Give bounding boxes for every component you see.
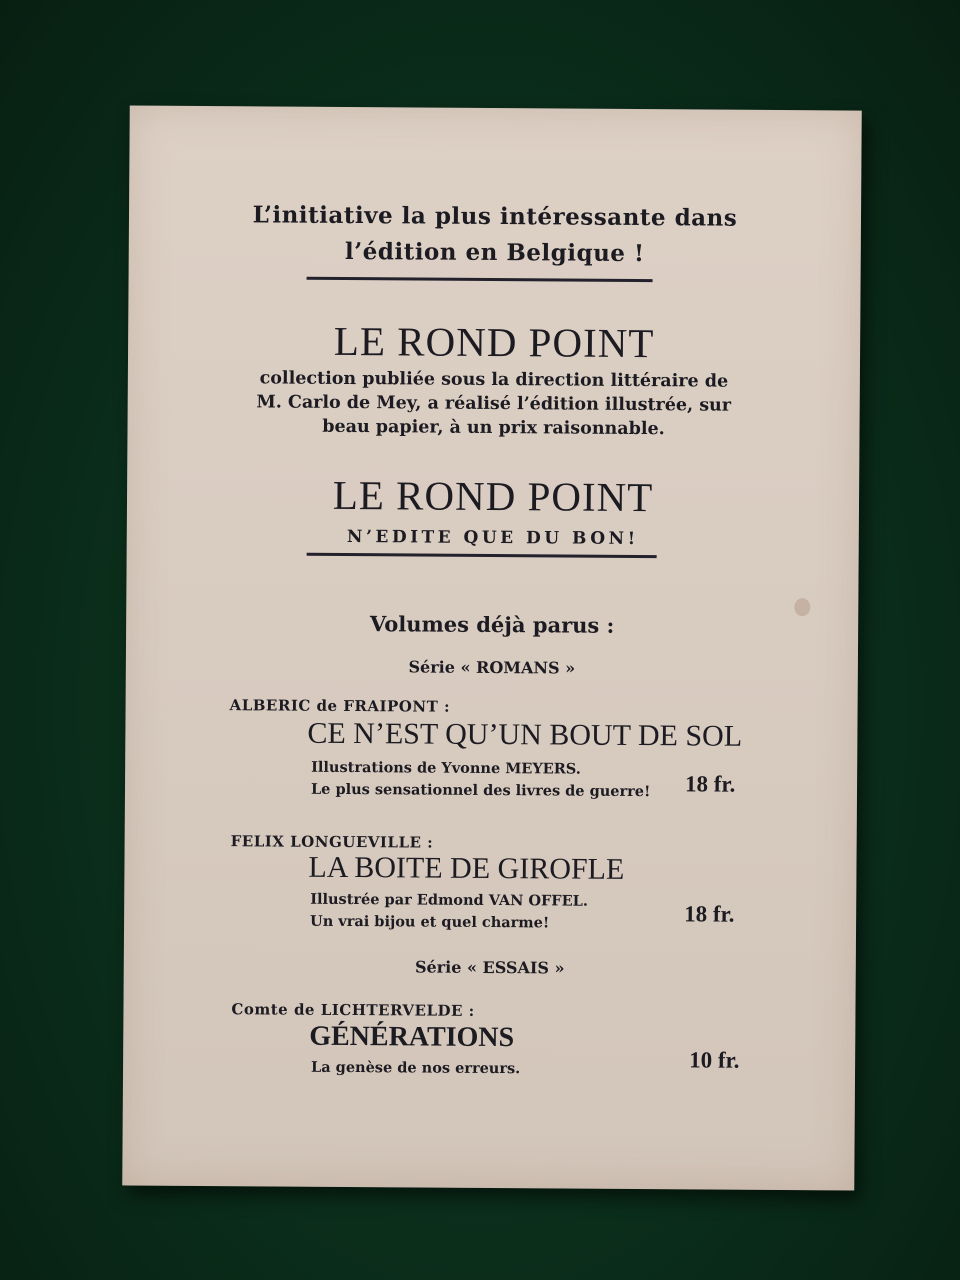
series-romans: Série « ROMANS » [408,657,576,678]
brand-title-repeat: LE ROND POINT [332,471,654,521]
book-2-price: 18 fr. [684,901,735,927]
book-2-title: LA BOITE DE GIROFLE [308,850,625,886]
book-1-price: 18 fr. [684,771,736,797]
book-2-note-2: Un vrai bijou et quel charme! [310,912,550,932]
book-3-price: 10 fr. [689,1047,740,1073]
series-essais: Série « ESSAIS » [414,957,565,978]
book-3-title: GÉNÉRATIONS [309,1020,515,1054]
catalog-heading: Volumes déjà parus : [369,611,615,638]
brand-slogan: N’EDITE QUE DU BON! [346,526,639,550]
intro-line-1: L’initiative la plus intéressante dans [252,201,738,232]
book-1-title: CE N’EST QU’UN BOUT DE SOL [307,716,743,753]
book-3-note-1: La genèse de nos erreurs. [311,1058,521,1078]
intro-underline [307,277,653,282]
slogan-underline [307,553,657,558]
book-back-cover [122,105,862,1190]
brand-title: LE ROND POINT [333,317,655,367]
book-1-note-1: Illustrations de Yvonne MEYERS. [311,758,581,778]
book-1-author: ALBERIC de FRAIPONT : [229,696,451,716]
book-2-author: FELIX LONGUEVILLE : [230,832,434,852]
brand-description-3: beau papier, à un prix raisonnable. [322,416,665,440]
brand-description-2: M. Carlo de Mey, a réalisé l’édition illustrée, sur [256,392,732,416]
intro-line-2: l’édition en Belgique ! [344,237,645,268]
book-2-note-1: Illustrée par Edmond VAN OFFEL. [310,890,588,910]
book-3-author: Comte de LICHTERVELDE : [231,1000,475,1020]
brand-description-1: collection publiée sous la direction littéraire de [259,368,729,392]
book-1-note-2: Le plus sensationnel des livres de guerre! [310,780,651,801]
